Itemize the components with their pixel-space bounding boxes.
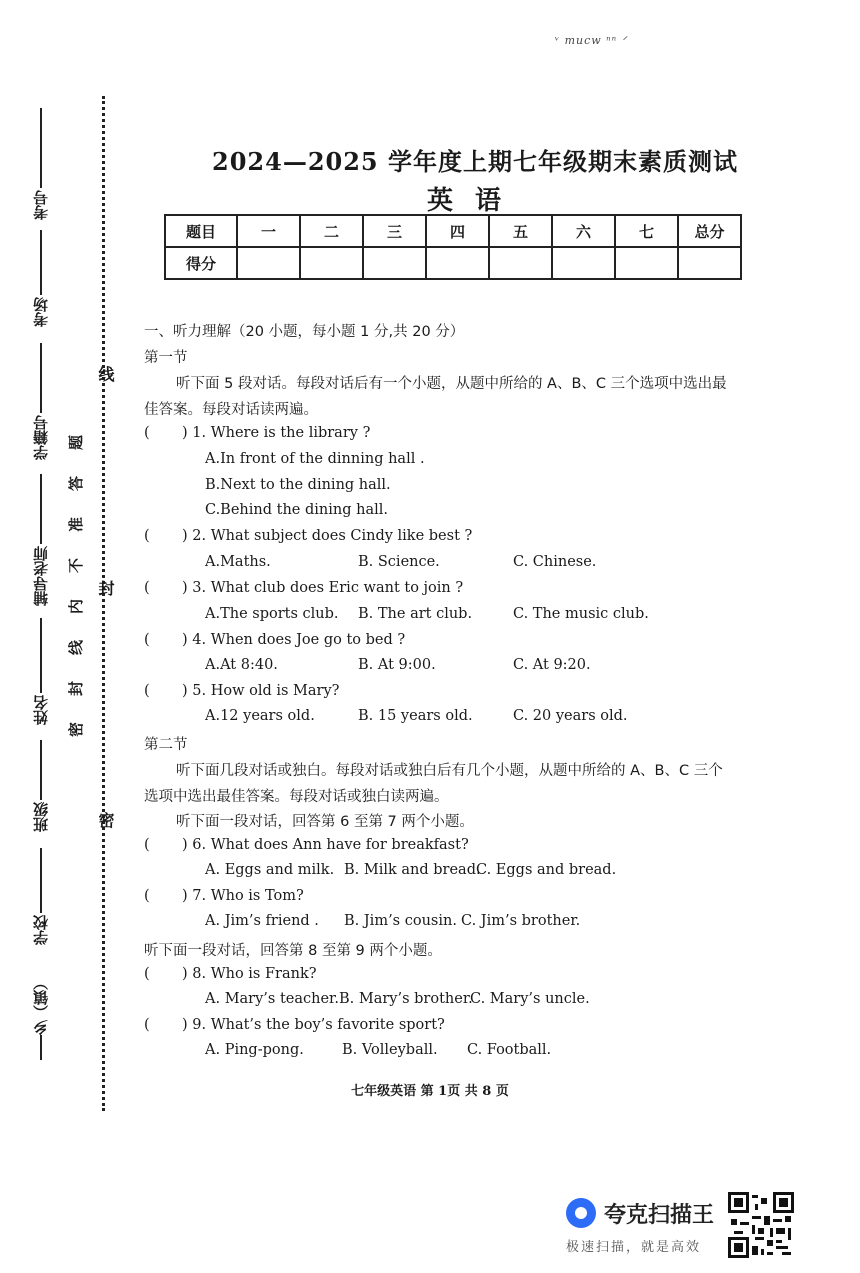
- page-footer: 七年级英语 第 1页 共 8 页: [351, 1084, 509, 1099]
- option-c: C. Mary’s uncle.: [470, 991, 590, 1007]
- option-b: B. At 9:00.: [358, 657, 436, 673]
- question-stem: ) 6. What does Ann have for breakfast?: [182, 837, 469, 853]
- part-label: 第一节: [144, 350, 188, 366]
- score-column-header: 六: [552, 215, 615, 247]
- score-column-header: 四: [426, 215, 489, 247]
- field-label-kaochang: 考场: [32, 297, 50, 327]
- part-instructions: 听下面 5 段对话。每段对话后有一个小题，从题中所给的 A、B、C 三个选项中选出最: [176, 376, 727, 392]
- field-label-kaohao: 考号: [32, 190, 50, 220]
- seal-char: 线: [67, 639, 86, 656]
- answer-blank[interactable]: (: [144, 425, 150, 441]
- score-cell[interactable]: [237, 247, 300, 279]
- option-a: A.The sports club.: [205, 606, 339, 622]
- option-c: C.Behind the dining hall.: [205, 502, 388, 518]
- question-stem: ) 1. Where is the library ?: [182, 425, 371, 441]
- score-row-label: 得分: [165, 247, 237, 279]
- field-line-banji: [40, 740, 42, 800]
- seal-notice: [67, 432, 86, 740]
- score-table-score-row: [165, 247, 741, 279]
- qr-code-icon: [728, 1192, 794, 1258]
- score-cell[interactable]: [615, 247, 678, 279]
- score-table-header-row: [165, 215, 741, 247]
- option-c: C. Jim’s brother.: [461, 913, 581, 929]
- answer-blank[interactable]: (: [144, 683, 150, 699]
- binding-mark-xian: 线: [96, 366, 115, 382]
- option-b: B.Next to the dining hall.: [205, 477, 391, 493]
- option-c: C. The music club.: [513, 606, 649, 622]
- seal-char: 题: [67, 434, 86, 451]
- score-column-header: 三: [363, 215, 426, 247]
- answer-blank[interactable]: (: [144, 528, 150, 544]
- binding-dotted-line: [102, 96, 105, 1111]
- option-a: A.In front of the dinning hall .: [205, 451, 425, 467]
- score-column-header: 一: [237, 215, 300, 247]
- seal-char: 准: [67, 516, 86, 533]
- binding-mark-mi: 密: [96, 812, 115, 828]
- answer-blank[interactable]: (: [144, 837, 150, 853]
- option-b: B. Jim’s cousin.: [344, 913, 457, 929]
- scanner-app-name: 夸克扫描王: [604, 1203, 715, 1228]
- score-column-header: 五: [489, 215, 552, 247]
- option-c: C. At 9:20.: [513, 657, 591, 673]
- seal-char: 不: [67, 557, 86, 574]
- seal-char: 答: [67, 475, 86, 492]
- option-a: A.At 8:40.: [205, 657, 278, 673]
- field-line-kaochang: [40, 230, 42, 295]
- seal-char: 密: [67, 721, 86, 738]
- field-line-xuejihao: [40, 343, 42, 413]
- question-stem: ) 7. Who is Tom?: [182, 888, 304, 904]
- question-stem: ) 3. What club does Eric want to join ?: [182, 580, 464, 596]
- option-b: B. Volleyball.: [342, 1042, 438, 1058]
- seal-char: 内: [67, 598, 86, 615]
- field-line-xiangzhen: [40, 1035, 42, 1060]
- seal-char: 封: [67, 680, 86, 697]
- field-line-xuexiao: [40, 848, 42, 913]
- option-a: A. Jim’s friend .: [205, 913, 319, 929]
- binding-mark-feng: 封: [96, 580, 115, 596]
- field-label-xuejihao: 学籍号: [32, 415, 50, 460]
- option-a: A.Maths.: [205, 554, 271, 570]
- option-b: B. Milk and bread.: [344, 862, 481, 878]
- exam-title: 2024—2025 学年度上期七年级期末素质测试: [212, 147, 738, 176]
- option-c: C. 20 years old.: [513, 708, 628, 724]
- question-stem: ) 4. When does Joe go to bed ?: [182, 632, 406, 648]
- question-stem: ) 5. How old is Mary?: [182, 683, 340, 699]
- option-a: A. Mary’s teacher.: [205, 991, 340, 1007]
- score-cell[interactable]: [300, 247, 363, 279]
- field-line-fudao: [40, 474, 42, 544]
- option-a: A.12 years old.: [205, 708, 315, 724]
- option-a: A. Eggs and milk.: [205, 862, 335, 878]
- score-column-header: 总分: [678, 215, 741, 247]
- exam-subject: 英语: [426, 186, 523, 216]
- score-cell[interactable]: [552, 247, 615, 279]
- answer-blank[interactable]: (: [144, 632, 150, 648]
- field-label-xuexiao: 学校: [32, 915, 50, 945]
- question-stem: ) 8. Who is Frank?: [182, 966, 317, 982]
- field-label-fudao: 辅导老师: [32, 546, 50, 606]
- score-table: [164, 214, 742, 280]
- question-stem: ) 9. What’s the boy’s favorite sport?: [182, 1017, 445, 1033]
- field-label-xingming: 姓名: [32, 695, 50, 725]
- part-instructions-cont: 选项中选出最佳答案。每段对话或独白读两遍。: [144, 789, 449, 805]
- score-column-header: 二: [300, 215, 363, 247]
- option-b: B. Mary’s brother.: [339, 991, 473, 1007]
- section-heading: 一、听力理解（20 小题，每小题 1 分,共 20 分）: [144, 324, 465, 340]
- dialog-instruction: 听下面一段对话，回答第 8 至第 9 两个小题。: [144, 943, 442, 959]
- option-c: C. Eggs and bread.: [476, 862, 617, 878]
- option-b: B. Science.: [358, 554, 440, 570]
- field-label-xiangzhen: 乡（镇）: [32, 975, 50, 1035]
- score-cell[interactable]: [363, 247, 426, 279]
- option-c: C. Football.: [467, 1042, 552, 1058]
- part-label: 第二节: [144, 737, 188, 753]
- answer-blank[interactable]: (: [144, 580, 150, 596]
- part-instructions-cont: 佳答案。每段对话读两遍。: [144, 402, 318, 418]
- score-cell[interactable]: [678, 247, 741, 279]
- option-c: C. Chinese.: [513, 554, 597, 570]
- score-column-header: 七: [615, 215, 678, 247]
- header-mark: ᵛ mucw ⁿⁿ ᐟ: [555, 34, 628, 47]
- scanner-slogan: 极速扫描，就是高效: [566, 1240, 702, 1255]
- answer-blank[interactable]: (: [144, 888, 150, 904]
- score-cell[interactable]: [426, 247, 489, 279]
- field-line-kaohao: [40, 108, 42, 188]
- question-stem: ) 2. What subject does Cindy like best ?: [182, 528, 473, 544]
- option-b: B. The art club.: [358, 606, 473, 622]
- dialog-instruction: 听下面一段对话，回答第 6 至第 7 两个小题。: [176, 814, 474, 830]
- option-b: B. 15 years old.: [358, 708, 473, 724]
- answer-blank[interactable]: (: [144, 1017, 150, 1033]
- field-label-banji: 班级: [32, 802, 50, 832]
- answer-blank[interactable]: (: [144, 966, 150, 982]
- score-row-label: 题目: [165, 215, 237, 247]
- part-instructions: 听下面几段对话或独白。每段对话或独白后有几个小题，从题中所给的 A、B、C 三个: [176, 763, 723, 779]
- scanner-logo-icon: [566, 1198, 596, 1228]
- option-a: A. Ping-pong.: [205, 1042, 304, 1058]
- field-line-xingming: [40, 618, 42, 693]
- score-cell[interactable]: [489, 247, 552, 279]
